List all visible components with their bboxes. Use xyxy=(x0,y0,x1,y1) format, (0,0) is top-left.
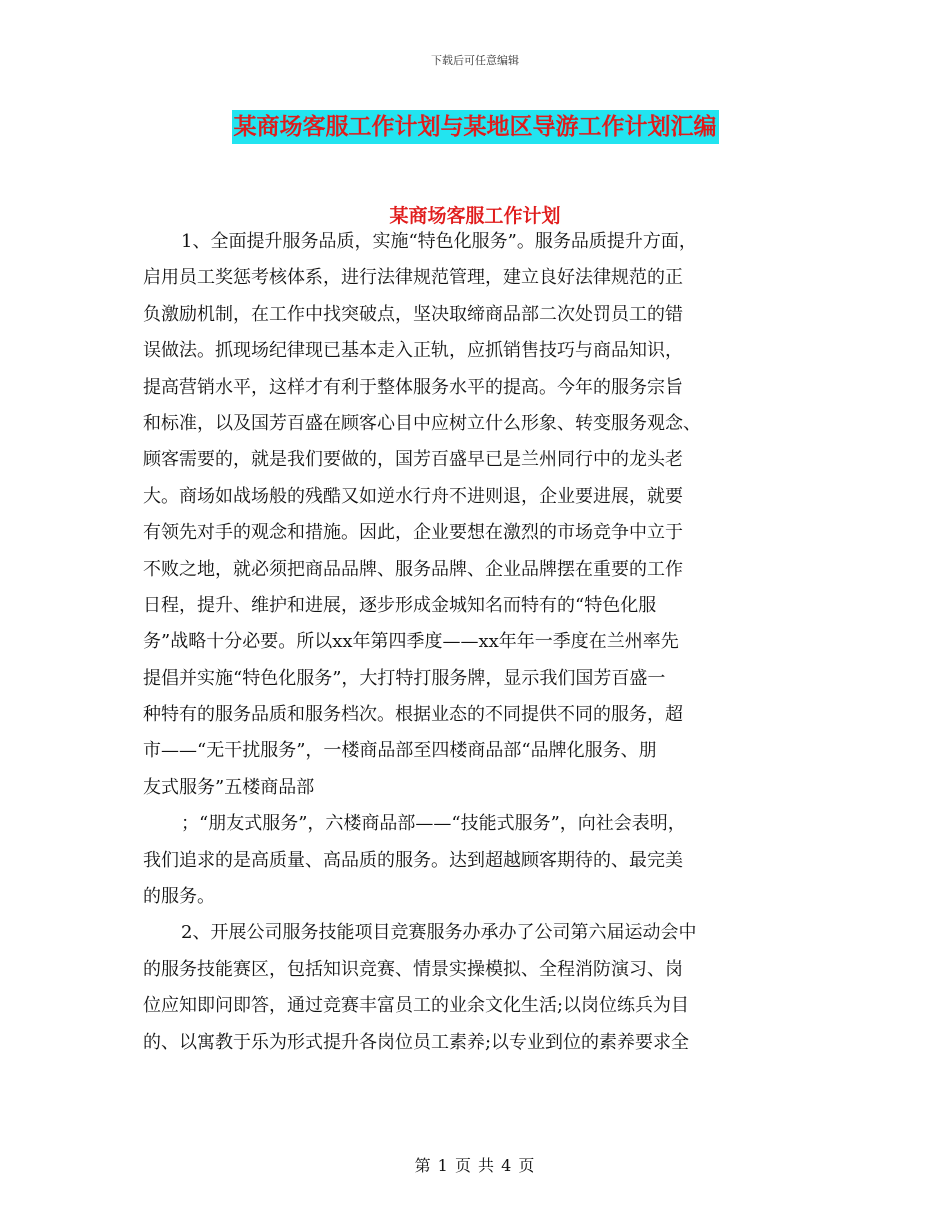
paragraph-3-line: 的服务技能赛区，包括知识竞赛、情景实操模拟、全程消防演习、岗 xyxy=(143,958,683,980)
paragraph-1-line: 提高营销水平，这样才有利于整体服务水平的提高。今年的服务宗旨 xyxy=(143,376,683,398)
paragraph-1-line: 顾客需要的，就是我们要做的，国芳百盛早已是兰州同行中的龙头老 xyxy=(143,449,683,471)
paragraph-1-line: 和标准，以及国芳百盛在顾客心目中应树立什么形象、转变服务观念、 xyxy=(143,412,701,434)
paragraph-3-line: 位应知即问即答，通过竞赛丰富员工的业余文化生活;以岗位练兵为目 xyxy=(143,995,690,1017)
paragraph-1-line: 市——“无干扰服务”，一楼商品部至四楼商品部“品牌化服务、朋 xyxy=(143,740,657,762)
section-title: 某商场客服工作计划 xyxy=(389,205,561,227)
paragraph-3-line: 2、开展公司服务技能项目竞赛服务办承办了公司第六届运动会中 xyxy=(181,922,697,944)
paragraph-1-line: 误做法。抓现场纪律现已基本走入正轨，应抓销售技巧与商品知识， xyxy=(143,340,683,362)
paragraph-1-line: 启用员工奖惩考核体系，进行法律规范管理，建立良好法律规范的正 xyxy=(143,267,683,289)
paragraph-1-line: 不败之地，就必须把商品品牌、服务品牌、企业品牌摆在重要的工作 xyxy=(143,558,683,580)
paragraph-2-line: 我们追求的是高质量、高品质的服务。达到超越顾客期待的、最完美 xyxy=(143,849,683,871)
paragraph-1-line: 友式服务”五楼商品部 xyxy=(143,776,315,798)
paragraph-1-line: 负激励机制，在工作中找突破点，坚决取缔商品部二次处罚员工的错 xyxy=(143,303,683,325)
paragraph-1-line: 提倡并实施“特色化服务”，大打特打服务牌，显示我们国芳百盛一 xyxy=(143,667,666,689)
paragraph-1-line: 种特有的服务品质和服务档次。根据业态的不同提供不同的服务，超 xyxy=(143,704,683,726)
document-title-text: 某商场客服工作计划与某地区导游工作计划汇编 xyxy=(232,110,719,144)
paragraph-1-line: 有领先对手的观念和措施。因此，企业要想在激烈的市场竞争中立于 xyxy=(143,522,683,544)
paragraph-2-line: ；“朋友式服务”，六楼商品部——“技能式服务”，向社会表明， xyxy=(181,813,686,835)
paragraph-1-line: 1、全面提升服务品质，实施“特色化服务”。服务品质提升方面， xyxy=(181,231,697,252)
document-title xyxy=(0,110,950,144)
paragraph-1-line: 日程，提升、维护和进展，逐步形成金城知名而特有的“特色化服 xyxy=(143,594,657,616)
paragraph-2-line: 的服务。 xyxy=(143,886,215,908)
paragraph-3-line: 的、以寓教于乐为形式提升各岗位员工素养;以专业到位的素养要求全 xyxy=(143,1031,690,1053)
paragraph-1-line: 大。商场如战场般的残酷又如逆水行舟不进则退，企业要进展，就要 xyxy=(143,485,683,507)
header-note: 下载后可任意编辑 xyxy=(431,54,519,67)
page-footer: 第 1 页 共 4 页 xyxy=(414,1156,536,1175)
paragraph-1-line: 务”战略十分必要。所以xx年第四季度——xx年年一季度在兰州率先 xyxy=(143,631,679,653)
document-body xyxy=(143,224,823,1061)
